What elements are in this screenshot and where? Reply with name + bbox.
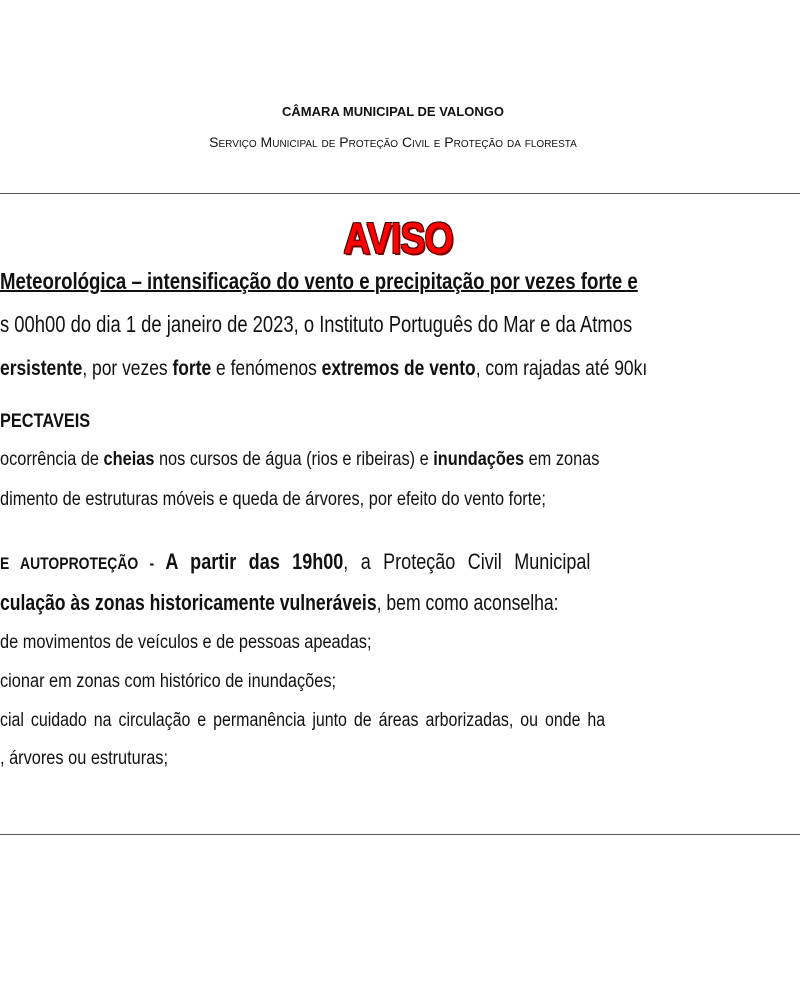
advice-item-parking: cionar em zonas com histórico de inundações; bbox=[0, 671, 337, 692]
text-bold: cheias bbox=[103, 449, 155, 470]
effect-item-floods bbox=[0, 449, 599, 471]
effects-heading: PECTAVEIS bbox=[0, 411, 91, 432]
measures-label: E AUTOPROTEÇÃO - bbox=[0, 554, 166, 573]
effect-item-wind: dimento de estruturas móveis e queda de árvores, por efeito do vento forte; bbox=[0, 489, 546, 510]
text: em zonas bbox=[524, 449, 600, 470]
measures-restriction bbox=[0, 590, 559, 616]
advice-item-caution-cont: , árvores ou estruturas; bbox=[0, 748, 169, 769]
advice-item-movements: de movimentos de veículos e de pessoas apeadas; bbox=[0, 632, 372, 653]
divider-top bbox=[0, 193, 800, 194]
service-name: Serviço Municipal de Proteção Civil e Proteção da floresta bbox=[209, 134, 577, 150]
advice-item-caution: cial cuidado na circulação e permanência junto de áreas arborizadas, ou onde ha bbox=[0, 710, 606, 731]
text: nos cursos de água (rios e ribeiras) e bbox=[154, 449, 434, 470]
text: , com rajadas até 90kı bbox=[475, 357, 648, 380]
text-bold: inundações bbox=[433, 449, 525, 470]
text-bold: forte bbox=[172, 357, 212, 380]
paragraph-forecast bbox=[0, 357, 647, 381]
text: ocorrência de bbox=[0, 449, 104, 470]
text-bold: A partir das 19h00 bbox=[165, 549, 344, 574]
text: , por vezes bbox=[82, 357, 173, 380]
text: e fenómenos bbox=[211, 357, 322, 380]
text-bold: culação às zonas historicamente vulneráveis bbox=[0, 590, 377, 615]
measures-heading bbox=[0, 549, 590, 575]
text-bold: extremos de vento bbox=[321, 357, 476, 380]
warning-title: AVISO bbox=[343, 214, 453, 263]
text-bold: ersistente bbox=[0, 357, 83, 380]
text: , bem como aconselha: bbox=[376, 590, 559, 615]
divider-bottom bbox=[0, 834, 800, 835]
paragraph-intro: s 00h00 do dia 1 de janeiro de 2023, o Instituto Português do Mar e da Atmos bbox=[0, 311, 633, 337]
text: , a Proteção Civil Municipal bbox=[343, 549, 591, 574]
organization-name: CÂMARA MUNICIPAL DE VALONGO bbox=[282, 104, 504, 119]
warning-subtitle: Meteorológica – intensificação do vento e precipitação por vezes forte e bbox=[0, 268, 638, 294]
